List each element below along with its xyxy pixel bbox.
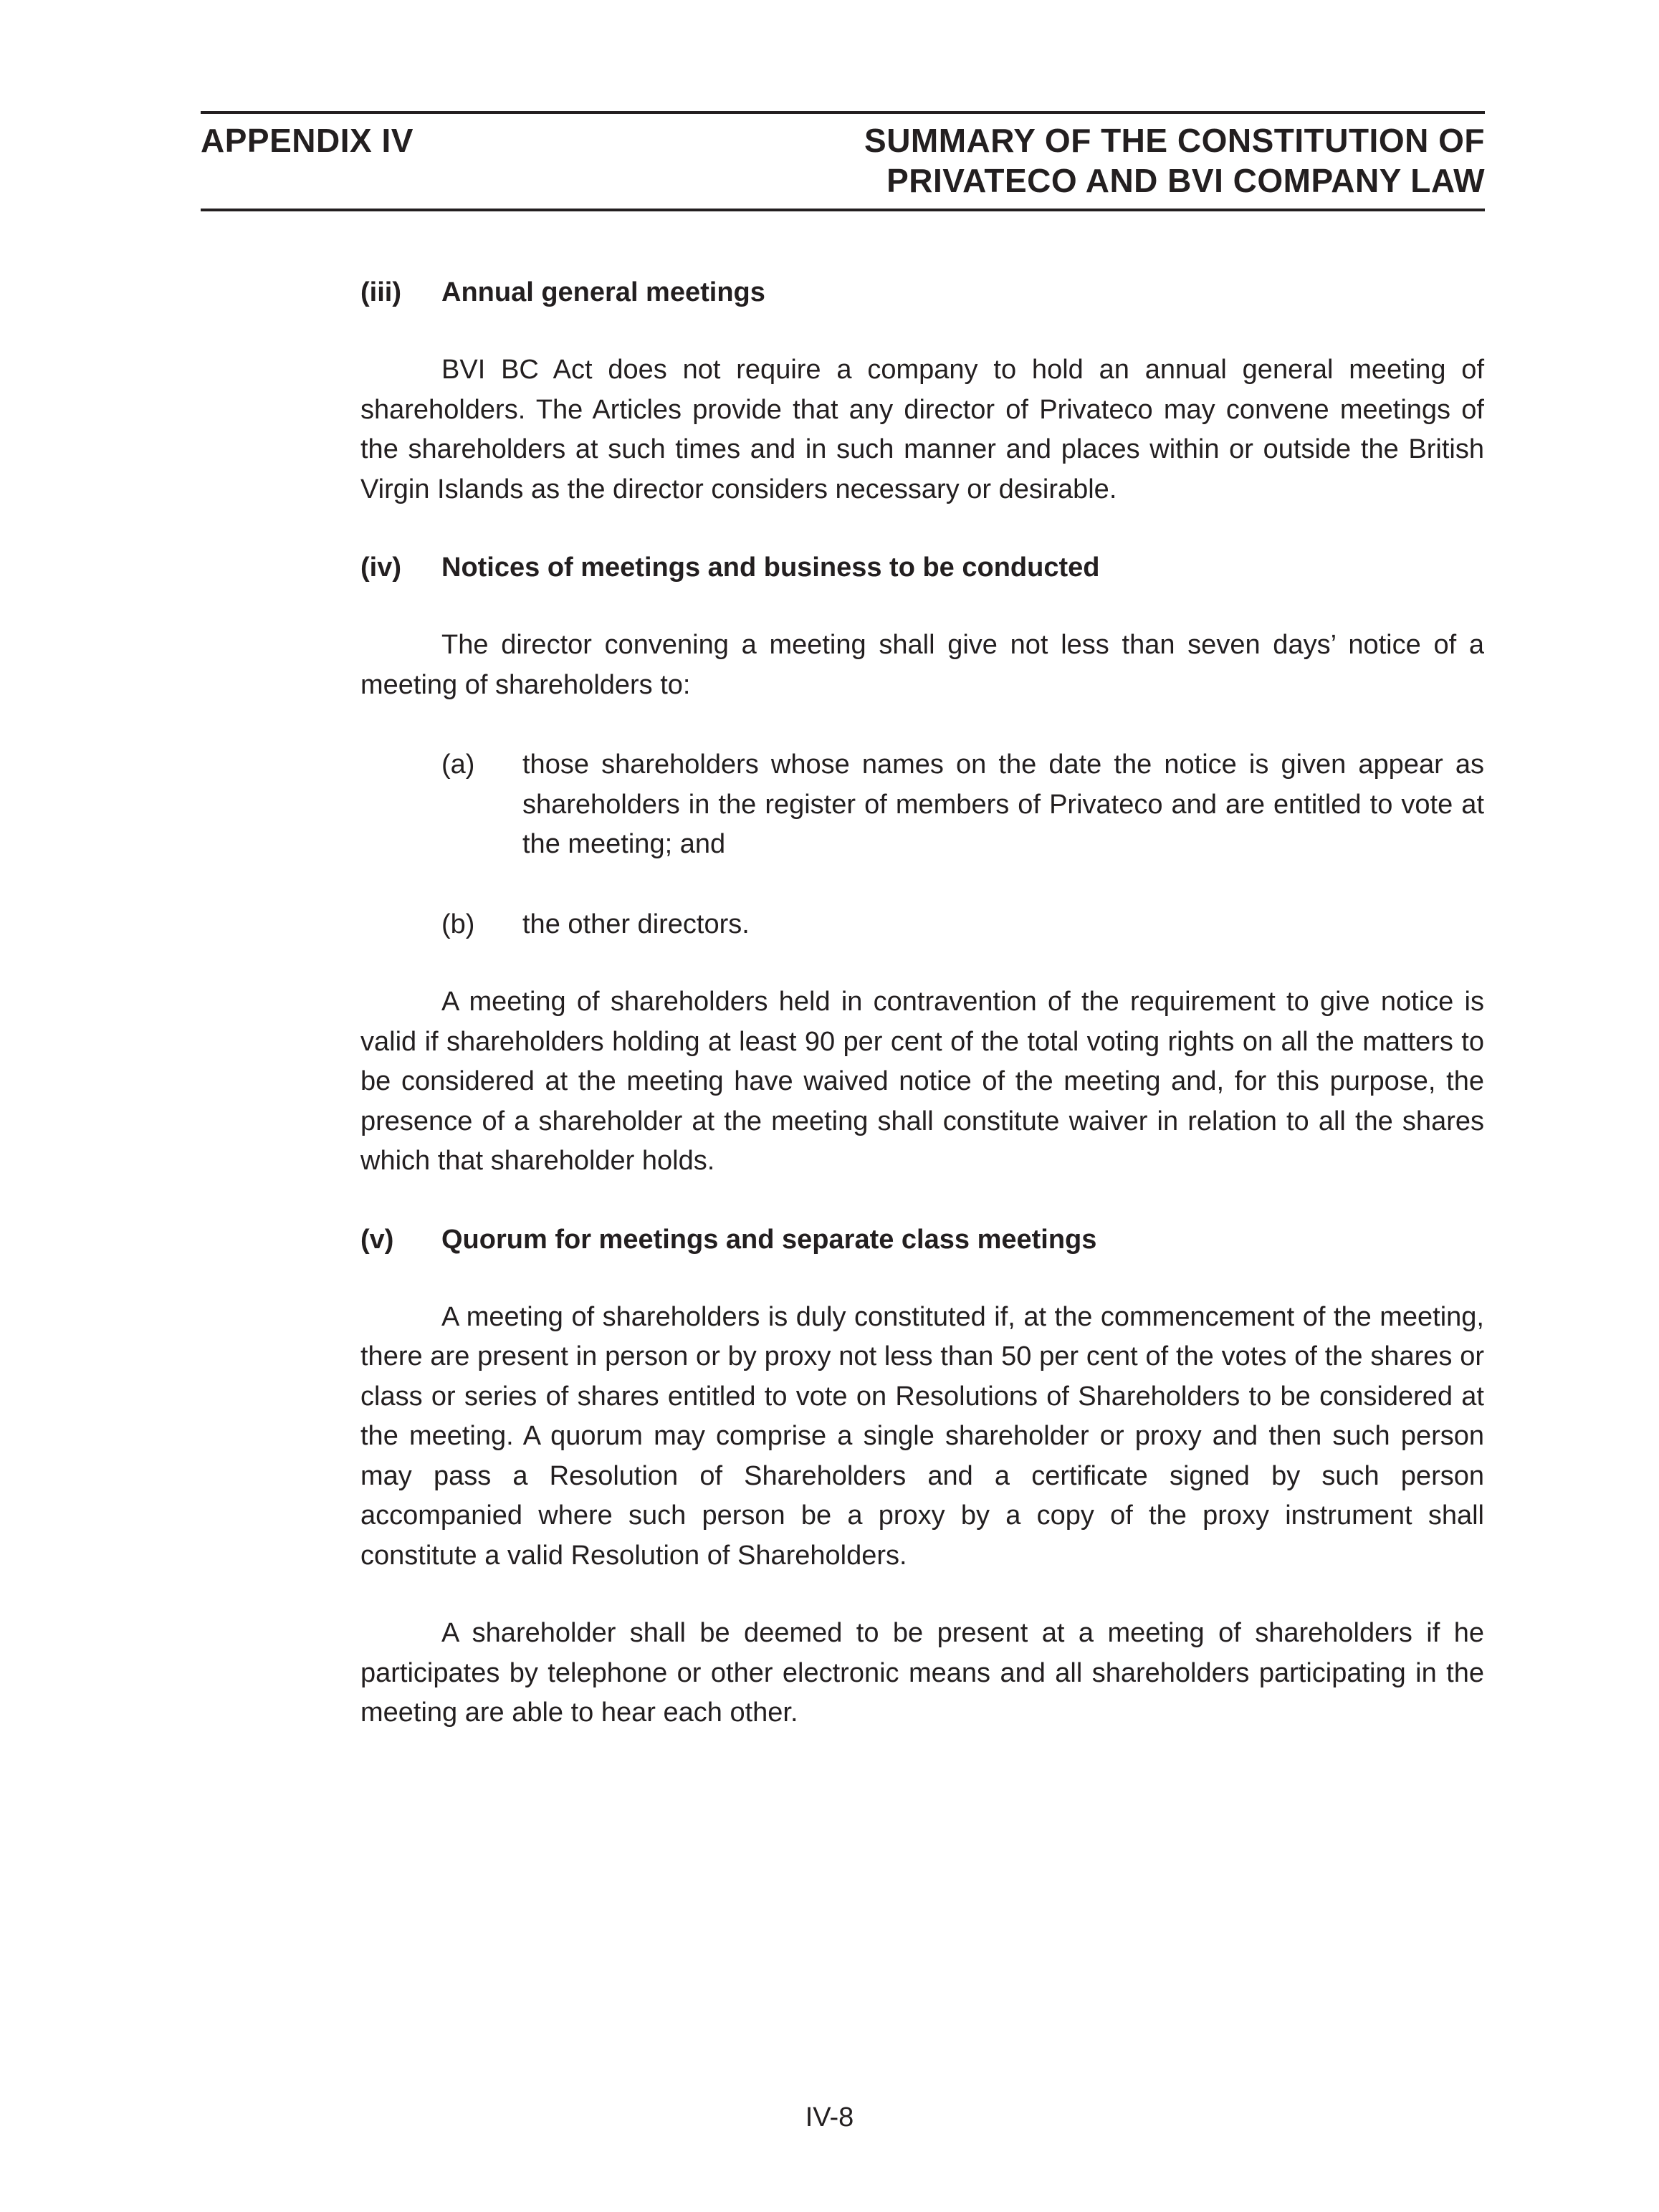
appendix-title-line-2: PRIVATECO AND BVI COMPANY LAW <box>886 162 1485 199</box>
paragraph: A meeting of shareholders held in contravention of the requirement to give notice is valid if shareholders holding at least 90 per cent of the total voting rights on all the matters to be considered at the meeting have waived notice of the meeting and, for this purpose, the presence of a shareholder at the meeting shall constitute waiver in relation to all the shares which that shareholder holds. <box>360 987 1484 1176</box>
list-item-b <box>441 905 1484 945</box>
header-bottom-rule <box>201 209 1485 211</box>
section-number: (iv) <box>360 552 401 583</box>
appendix-title <box>864 120 1485 201</box>
appendix-title-line-1: SUMMARY OF THE CONSTITUTION OF <box>864 122 1485 159</box>
appendix-label: APPENDIX IV <box>201 122 413 159</box>
list-item-a <box>441 745 1484 865</box>
list-item-text: the other directors. <box>522 909 750 939</box>
section-number: (v) <box>360 1224 394 1255</box>
page-number: IV-8 <box>805 2102 854 2132</box>
list-item-text: those shareholders whose names on the date the notice is given appear as shareholders in the register of members of Privateco and are entitled to vote at the meeting; and <box>522 750 1484 859</box>
section-heading-v <box>360 1220 1484 1260</box>
paragraph: BVI BC Act does not require a company to hold an annual general meeting of shareholders. The Articles provide that any director of Privateco may convene meetings of the shareholders at such times and in such manner and places within or outside the British Virgin Islands as the director considers necessary or desirable. <box>360 355 1484 504</box>
section-title: Notices of meetings and business to be conducted <box>441 552 1100 583</box>
list-item-label: (a) <box>441 750 475 780</box>
paragraph: A shareholder shall be deemed to be present at a meeting of shareholders if he participates by telephone or other electronic means and all shareholders participating in the meeting are able to hear each other. <box>360 1618 1484 1728</box>
section-heading-iii <box>360 272 1484 312</box>
section-number: (iii) <box>360 277 401 307</box>
list-item-label: (b) <box>441 909 475 939</box>
paragraph: A meeting of shareholders is duly constituted if, at the commencement of the meeting, there are present in person or by proxy not less than 50 per cent of the votes of the shares or class or series of shares entitled to vote on Resolutions of Shareholders to be considered at the meeting. A quorum may comprise a single shareholder or proxy and then such person may pass a Resolution of Shareholders and a certificate signed by such person accompanied where such person be a proxy by a copy of the proxy instrument shall constitute a valid Resolution of Shareholders. <box>360 1301 1484 1571</box>
paragraph: The director convening a meeting shall give not less than seven days’ notice of a meeting of shareholders to: <box>360 630 1484 700</box>
section-title: Quorum for meetings and separate class meetings <box>441 1224 1097 1255</box>
section-title: Annual general meetings <box>441 277 765 307</box>
section-heading-iv <box>360 547 1484 588</box>
header-top-rule <box>201 111 1485 114</box>
document-body <box>360 272 1484 1733</box>
